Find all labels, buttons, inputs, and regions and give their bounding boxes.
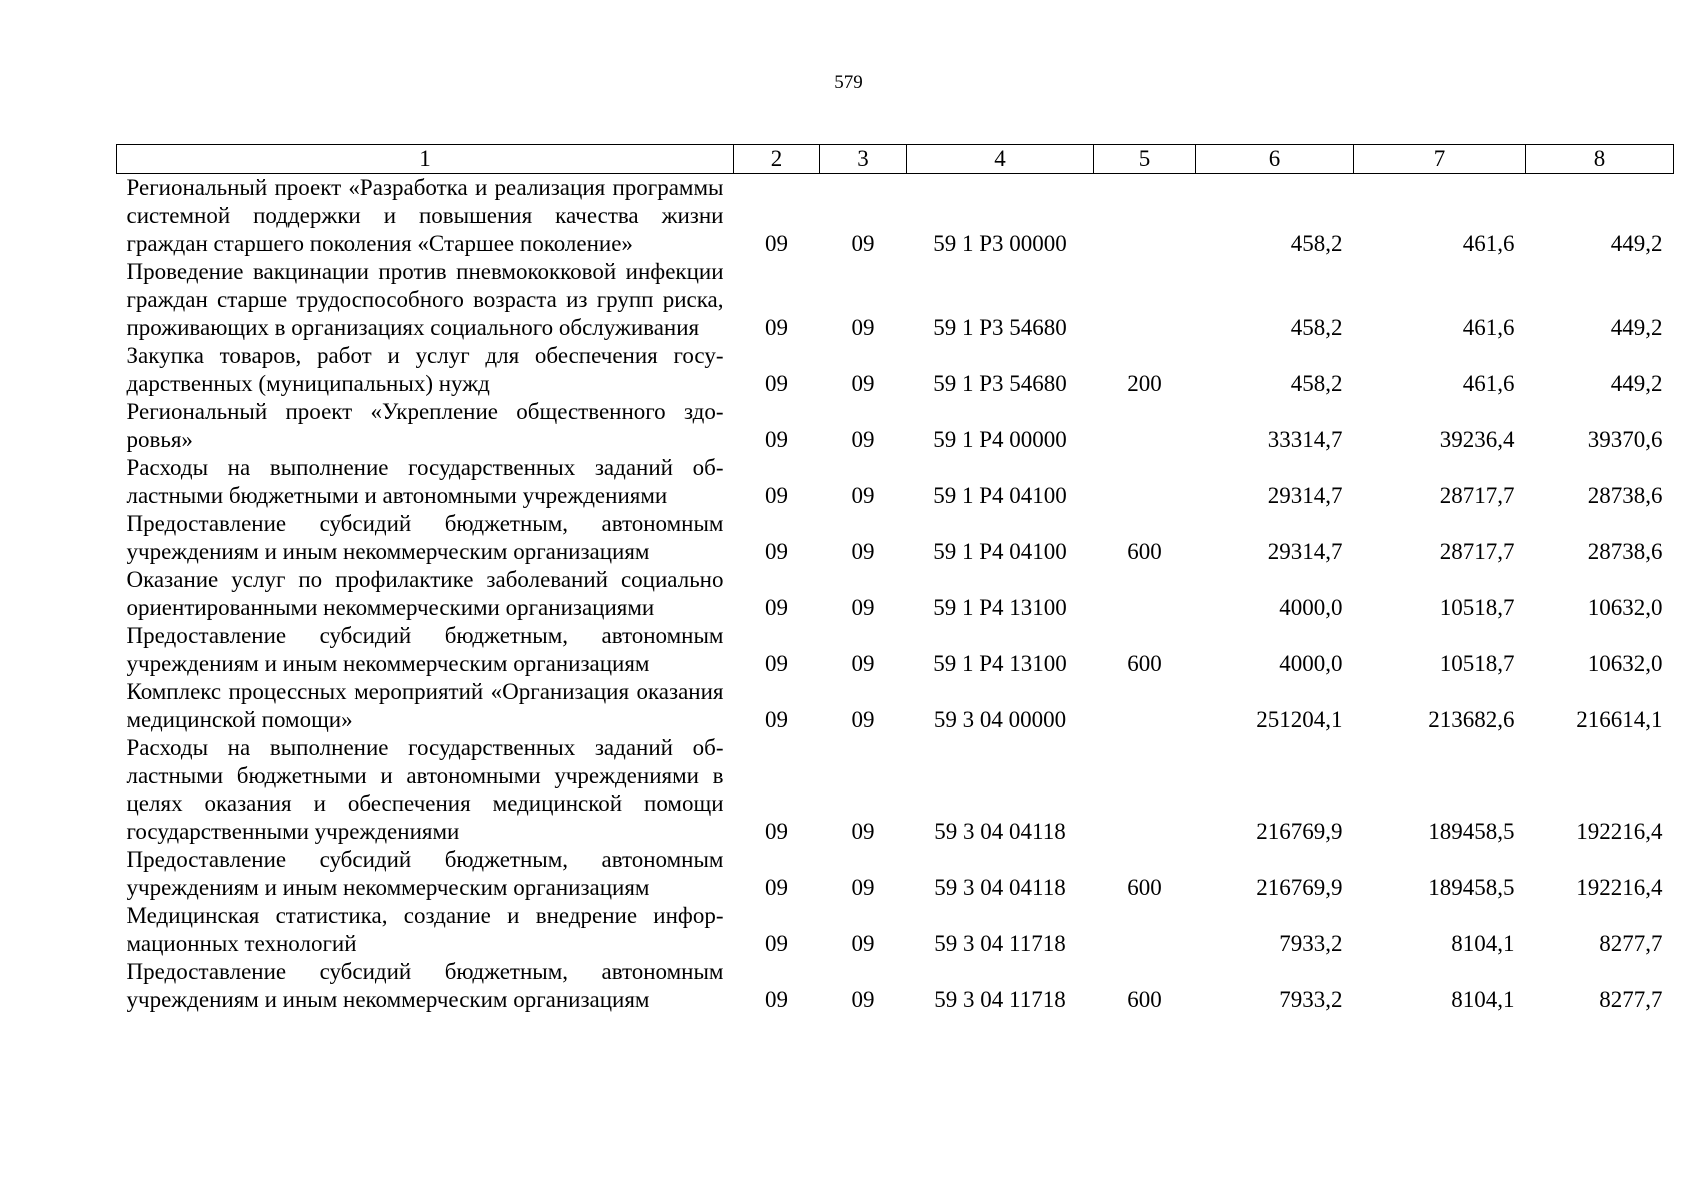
column-header-1: 1 [117, 145, 734, 174]
row-value-6: 216769,9 [1256, 819, 1343, 844]
row-value-7: 10518,7 [1439, 651, 1515, 676]
row-code-2: 09 [765, 483, 788, 508]
table-row [117, 258, 1674, 342]
row-value-8: 28738,6 [1587, 483, 1663, 508]
row-name: Комплекс процессных мероприятий «Организация оказания медицинской помощи» [126, 679, 724, 732]
row-value-7: 461,6 [1462, 231, 1515, 256]
column-header-3: 3 [820, 145, 907, 174]
row-expense-type [1094, 454, 1196, 510]
row-name: Закупка товаров, работ и услуг для обеспечения государственных (муниципальных) нужд [126, 343, 724, 396]
row-code-2: 09 [765, 651, 788, 676]
row-target-code: 59 3 04 04118 [934, 819, 1066, 844]
row-code-2: 09 [765, 427, 788, 452]
row-value-8: 10632,0 [1587, 651, 1663, 676]
row-expense-type: 200 [1127, 371, 1162, 396]
row-value-6: 4000,0 [1279, 651, 1343, 676]
row-name: Оказание услуг по профилактике заболеваний социально ориентированными некоммерческими организациями [126, 567, 724, 620]
row-value-7: 213682,6 [1428, 707, 1515, 732]
row-value-8: 8277,7 [1599, 931, 1663, 956]
row-code-3: 09 [851, 707, 875, 732]
row-code-3: 09 [851, 231, 875, 256]
row-expense-type [1094, 734, 1196, 846]
table-row [117, 622, 1674, 678]
row-expense-type [1094, 174, 1196, 259]
row-expense-type: 600 [1127, 987, 1162, 1012]
row-code-3: 09 [851, 875, 875, 900]
table-body [117, 174, 1674, 1015]
row-value-6: 458,2 [1290, 315, 1343, 340]
row-code-3: 09 [851, 315, 875, 340]
row-value-8: 449,2 [1610, 231, 1663, 256]
row-code-2: 09 [765, 931, 788, 956]
row-target-code: 59 1 Р4 13100 [933, 651, 1067, 676]
row-value-8: 216614,1 [1576, 707, 1663, 732]
row-code-3: 09 [851, 427, 875, 452]
row-name: Предоставление субсидий бюджетным, автономным учреждениям и иным некоммерческим организациям [126, 623, 724, 676]
row-code-3: 09 [851, 371, 875, 396]
row-name: Региональный проект «Укрепление общественного здоровья» [126, 399, 724, 452]
row-value-6: 7933,2 [1279, 987, 1343, 1012]
row-value-8: 449,2 [1610, 315, 1663, 340]
table-row [117, 958, 1674, 1014]
row-value-8: 449,2 [1610, 371, 1663, 396]
row-value-6: 4000,0 [1279, 595, 1343, 620]
row-value-7: 39236,4 [1439, 427, 1515, 452]
row-code-3: 09 [851, 987, 875, 1012]
row-code-2: 09 [765, 595, 788, 620]
row-target-code: 59 1 Р4 04100 [933, 483, 1067, 508]
row-value-6: 7933,2 [1279, 931, 1343, 956]
row-target-code: 59 1 Р4 13100 [933, 595, 1067, 620]
row-value-8: 10632,0 [1587, 595, 1663, 620]
row-expense-type [1094, 902, 1196, 958]
table-row [117, 734, 1674, 846]
row-value-6: 216769,9 [1256, 875, 1343, 900]
row-value-7: 10518,7 [1439, 595, 1515, 620]
row-name: Предоставление субсидий бюджетным, автономным учреждениям и иным некоммерческим организациям [126, 847, 724, 900]
budget-table [116, 144, 1674, 1014]
row-code-3: 09 [851, 539, 875, 564]
header-row [117, 145, 1674, 174]
row-value-6: 458,2 [1290, 231, 1343, 256]
table-row [117, 510, 1674, 566]
row-name: Предоставление субсидий бюджетным, автономным учреждениям и иным некоммерческим организациям [126, 511, 724, 564]
row-value-6: 251204,1 [1256, 707, 1343, 732]
row-expense-type [1094, 678, 1196, 734]
row-code-2: 09 [765, 875, 788, 900]
row-value-7: 189458,5 [1428, 875, 1515, 900]
row-expense-type [1094, 258, 1196, 342]
table-row [117, 174, 1674, 259]
row-value-6: 33314,7 [1267, 427, 1343, 452]
row-code-2: 09 [765, 315, 788, 340]
row-code-3: 09 [851, 595, 875, 620]
row-expense-type [1094, 398, 1196, 454]
row-name: Расходы на выполнение государственных заданий областными бюджетными и автономными учреждениями в целях оказания и обеспечения медицинской помощи государственными учреждениями [126, 735, 724, 844]
table-row [117, 678, 1674, 734]
row-value-8: 28738,6 [1587, 539, 1663, 564]
row-code-2: 09 [765, 539, 788, 564]
table-header [117, 145, 1674, 174]
column-header-7: 7 [1354, 145, 1526, 174]
row-value-6: 29314,7 [1267, 539, 1343, 564]
row-target-code: 59 1 Р3 54680 [933, 371, 1067, 396]
row-target-code: 59 3 04 11718 [934, 931, 1066, 956]
row-code-3: 09 [851, 931, 875, 956]
table-row [117, 566, 1674, 622]
row-target-code: 59 3 04 00000 [933, 707, 1067, 732]
row-value-8: 192216,4 [1576, 819, 1663, 844]
row-value-7: 8104,1 [1451, 931, 1515, 956]
row-name: Расходы на выполнение государственных заданий областными бюджетными и автономными учреждениями [126, 455, 724, 508]
row-code-2: 09 [765, 987, 788, 1012]
table-row [117, 902, 1674, 958]
row-target-code: 59 1 Р3 00000 [933, 231, 1067, 256]
row-value-7: 8104,1 [1451, 987, 1515, 1012]
row-code-2: 09 [765, 707, 788, 732]
row-value-7: 28717,7 [1439, 483, 1515, 508]
row-target-code: 59 1 Р4 04100 [933, 539, 1067, 564]
row-target-code: 59 1 Р3 54680 [933, 315, 1067, 340]
column-header-2: 2 [734, 145, 820, 174]
row-value-8: 8277,7 [1599, 987, 1663, 1012]
row-code-2: 09 [765, 371, 788, 396]
row-value-7: 461,6 [1462, 315, 1515, 340]
row-code-3: 09 [851, 483, 875, 508]
table-row [117, 454, 1674, 510]
row-code-3: 09 [851, 819, 875, 844]
row-target-code: 59 3 04 11718 [934, 987, 1066, 1012]
column-header-4: 4 [907, 145, 1094, 174]
row-value-6: 29314,7 [1267, 483, 1343, 508]
row-value-8: 192216,4 [1576, 875, 1663, 900]
row-expense-type [1094, 566, 1196, 622]
row-expense-type: 600 [1127, 875, 1162, 900]
row-target-code: 59 1 Р4 00000 [933, 427, 1067, 452]
row-value-7: 28717,7 [1439, 539, 1515, 564]
column-header-8: 8 [1526, 145, 1674, 174]
row-name: Медицинская статистика, создание и внедрение информационных технологий [126, 903, 724, 956]
row-value-8: 39370,6 [1587, 427, 1663, 452]
row-target-code: 59 3 04 04118 [934, 875, 1066, 900]
table-row [117, 342, 1674, 398]
row-code-3: 09 [851, 651, 875, 676]
table-row [117, 398, 1674, 454]
column-header-6: 6 [1196, 145, 1354, 174]
row-name: Региональный проект «Разработка и реализация программы системной поддержки и повышения качества жизни граждан старшего поколения «Старшее поколение» [126, 175, 724, 256]
column-header-5: 5 [1094, 145, 1196, 174]
row-code-2: 09 [765, 231, 788, 256]
row-code-2: 09 [765, 819, 788, 844]
page-number: 579 [834, 72, 863, 93]
row-value-6: 458,2 [1290, 371, 1343, 396]
row-expense-type: 600 [1127, 651, 1162, 676]
row-name: Предоставление субсидий бюджетным, автономным учреждениям и иным некоммерческим организациям [126, 959, 724, 1012]
row-name: Проведение вакцинации против пневмококковой инфекции граждан старше трудоспособного возраста из групп риска, проживающих в организациях социального обслуживания [126, 259, 724, 340]
row-value-7: 189458,5 [1428, 819, 1515, 844]
row-value-7: 461,6 [1462, 371, 1515, 396]
table-row [117, 846, 1674, 902]
row-expense-type: 600 [1127, 539, 1162, 564]
